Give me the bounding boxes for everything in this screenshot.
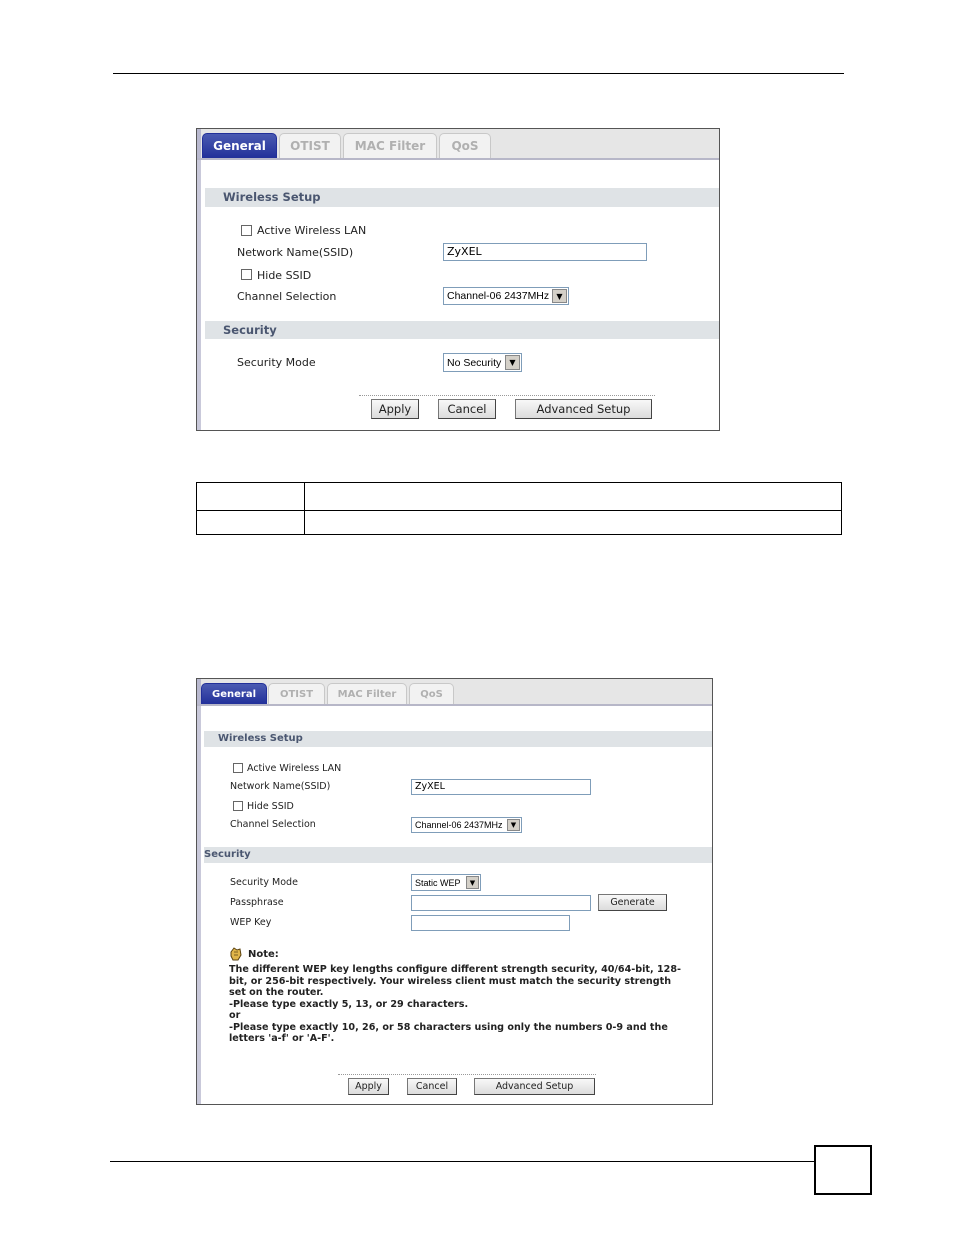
active-wireless-lan-checkbox[interactable] bbox=[233, 763, 243, 773]
channel-select[interactable] bbox=[411, 817, 522, 833]
tab-mac-filter[interactable]: MAC Filter bbox=[327, 683, 407, 704]
active-wireless-lan-checkbox[interactable] bbox=[241, 225, 252, 236]
passphrase-input[interactable] bbox=[411, 895, 591, 911]
channel-select-value: Channel-06 2437MHz bbox=[447, 290, 550, 302]
channel-select-value: Channel-06 2437MHz bbox=[415, 820, 503, 830]
security-header: Security bbox=[205, 321, 719, 339]
chevron-down-icon[interactable]: ▼ bbox=[552, 289, 567, 303]
tab-general[interactable]: General bbox=[201, 683, 267, 704]
description-table bbox=[196, 482, 842, 535]
wireless-setup-header: Wireless Setup bbox=[205, 188, 719, 207]
cancel-button[interactable]: Cancel bbox=[438, 399, 496, 419]
wireless-general-screenshot-1 bbox=[196, 128, 720, 431]
note-hand-icon bbox=[229, 946, 243, 962]
network-name-label: Network Name(SSID) bbox=[237, 246, 354, 259]
tab-mac-filter[interactable]: MAC Filter bbox=[343, 133, 437, 158]
hide-ssid-checkbox[interactable] bbox=[241, 269, 252, 280]
note-title: Note: bbox=[248, 949, 279, 960]
hide-ssid-checkbox[interactable] bbox=[233, 801, 243, 811]
network-name-input[interactable]: ZyXEL bbox=[443, 243, 647, 261]
tab-otist[interactable]: OTIST bbox=[268, 683, 325, 704]
button-divider bbox=[338, 1074, 596, 1075]
note-line: bit, or 256-bit respectively. Your wireless client must match the security strength bbox=[229, 975, 672, 987]
table-cell bbox=[197, 511, 305, 535]
header-rule bbox=[113, 73, 844, 74]
tab-general[interactable]: General bbox=[202, 133, 277, 158]
wep-key-input[interactable] bbox=[411, 915, 570, 931]
note-line: letters 'a-f' or 'A-F'. bbox=[229, 1033, 335, 1044]
note-line: -Please type exactly 5, 13, or 29 characters. bbox=[229, 998, 469, 1010]
note-line: -Please type exactly 10, 26, or 58 characters using only the numbers 0-9 and the bbox=[229, 1021, 668, 1033]
security-mode-select[interactable] bbox=[411, 874, 481, 891]
advanced-setup-button[interactable]: Advanced Setup bbox=[515, 399, 652, 419]
note-line: set on the router. bbox=[229, 987, 324, 998]
note-line: The different WEP key lengths configure different strength security, 40/64-bit, 128- bbox=[229, 964, 682, 975]
tab-strip bbox=[197, 129, 719, 160]
network-name-input[interactable]: ZyXEL bbox=[411, 779, 591, 795]
tab-otist[interactable]: OTIST bbox=[279, 133, 341, 158]
wep-key-label: WEP Key bbox=[230, 917, 272, 928]
hide-ssid-label: Hide SSID bbox=[247, 801, 294, 812]
security-mode-label: Security Mode bbox=[237, 356, 316, 369]
note-line: or bbox=[229, 1010, 241, 1021]
table-cell bbox=[305, 511, 842, 535]
advanced-setup-button[interactable]: Advanced Setup bbox=[474, 1078, 595, 1095]
apply-button[interactable]: Apply bbox=[371, 399, 419, 419]
active-wireless-lan-label: Active Wireless LAN bbox=[257, 224, 367, 237]
tab-strip bbox=[197, 679, 712, 706]
chevron-down-icon[interactable]: ▼ bbox=[507, 819, 520, 831]
network-name-label: Network Name(SSID) bbox=[230, 781, 331, 792]
generate-button[interactable]: Generate bbox=[598, 894, 667, 911]
channel-selection-label: Channel Selection bbox=[230, 819, 316, 830]
security-mode-value: No Security bbox=[447, 356, 502, 369]
tab-qos[interactable]: QoS bbox=[439, 133, 491, 158]
wireless-setup-header: Wireless Setup bbox=[204, 731, 712, 747]
table-header-cell bbox=[197, 483, 305, 511]
tab-qos[interactable]: QoS bbox=[409, 683, 454, 704]
table-header-cell bbox=[305, 483, 842, 511]
active-wireless-lan-label: Active Wireless LAN bbox=[247, 763, 342, 774]
note-text bbox=[229, 964, 681, 1045]
security-header: Security bbox=[204, 847, 712, 863]
security-mode-label: Security Mode bbox=[230, 877, 298, 888]
security-mode-value: Static WEP bbox=[415, 877, 461, 888]
channel-selection-label: Channel Selection bbox=[237, 290, 337, 303]
footer-rule bbox=[110, 1161, 814, 1162]
wireless-general-screenshot-2 bbox=[196, 678, 713, 1105]
passphrase-label: Passphrase bbox=[230, 897, 284, 908]
cancel-button[interactable]: Cancel bbox=[407, 1078, 457, 1095]
chevron-down-icon[interactable]: ▼ bbox=[505, 355, 520, 370]
page-number-box bbox=[814, 1145, 872, 1195]
button-divider bbox=[359, 395, 655, 396]
apply-button[interactable]: Apply bbox=[348, 1078, 389, 1095]
channel-select[interactable] bbox=[443, 287, 569, 305]
security-mode-select[interactable] bbox=[443, 353, 522, 372]
chevron-down-icon[interactable]: ▼ bbox=[466, 876, 479, 889]
hide-ssid-label: Hide SSID bbox=[257, 269, 312, 282]
